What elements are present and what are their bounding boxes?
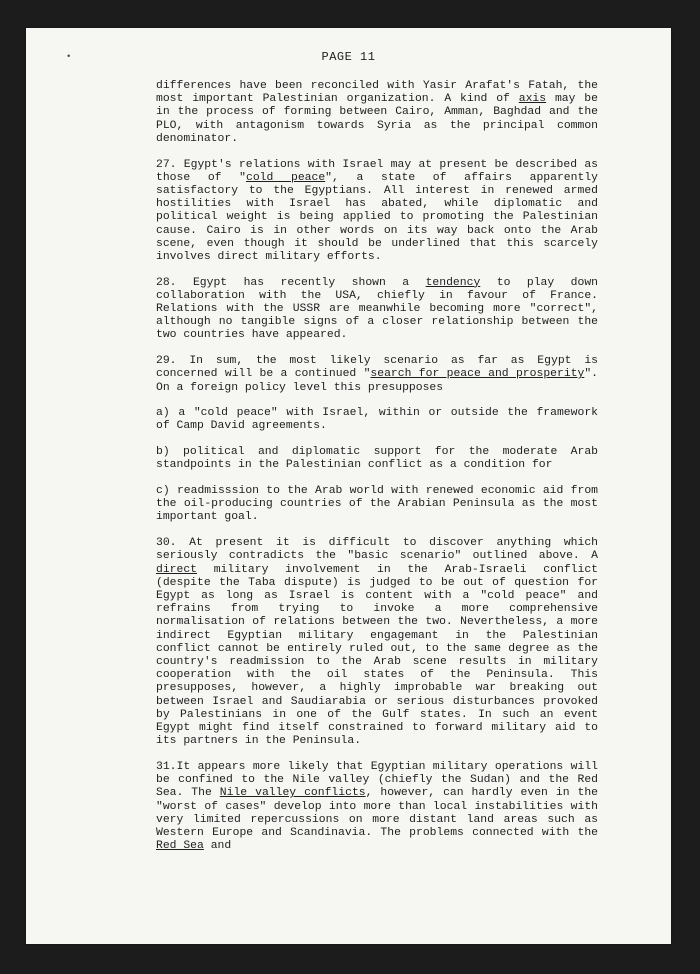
paragraph-text: b) political and diplomatic support for the moderate Arab standpoints in the Palestinian conflict as a condition for: [156, 446, 598, 472]
paragraph-text: military involvement in the Arab-Israeli conflict (despite the Taba dispute) is judged to be out of question for Egypt as long as Israel is content with a "cold peace" and refrains from trying to invoke a more comprehensive normalisation of relations between the two. Nevertheless, a more indirect Egyptian military engagemant in the Palestinian conflict cannot be entirely ruled out, to the same degree as the country's readmission to the Arab scene results in military cooperation with the oil states of the Peninsula. This presupposes, however, a highly improbable war breaking out between Israel and Saudiarabia or serious disturbances provoked by Palestinians in one of the Gulf states. In such an event Egypt might find itself constrained to forward military aid to its partners in the Peninsula.: [156, 563, 598, 748]
paragraph-text: ". On a foreign policy level this presupposes: [156, 368, 599, 394]
paragraph-text: 30. At present it is difficult to discover anything which seriously contradicts the "basic scenario" outlined above. A: [156, 537, 598, 563]
paragraph-text: 27. Egypt's relations with Israel may at present be described as those of ": [156, 158, 598, 184]
paragraph-text: differences have been reconciled with Yasir Arafat's Fatah, the most important Palestinian organization. A kind of: [156, 80, 598, 106]
paragraph-p-29a: [156, 407, 598, 433]
document-body: [156, 80, 598, 866]
underlined-text: tendency: [425, 276, 481, 289]
paragraph-p-31: [156, 761, 598, 853]
underlined-text: Red Sea: [156, 840, 204, 853]
underlined-text: search for peace and prosperity: [370, 368, 585, 381]
underlined-text: Nile valley conflicts: [219, 787, 366, 800]
paragraph-p-29c: [156, 485, 598, 525]
paragraph-text: to play down collaboration with the USA, chiefly in favour of France. Relations with the USSR are meanwhile becoming more "correct", although no tangible signs of a closer relationship between the two countries have appeared.: [156, 276, 598, 342]
underlined-text: cold peace: [246, 171, 326, 184]
paragraph-text: and: [203, 840, 232, 853]
underlined-text: direct: [156, 563, 198, 576]
paragraph-p-30: [156, 537, 598, 748]
stray-mark: •: [66, 52, 72, 62]
paragraph-text: a) a "cold peace" with Israel, within or outside the framework of Camp David agreements.: [156, 407, 598, 433]
paragraph-text: ", a state of affairs apparently satisfactory to the Egyptians. All interest in renewed armed hostilities with Israel has abated, while diplomatic and political weight is being applied to promoting the Palestinian cause. Cairo is in other words on its way back onto the Arab scene, even though it should be underlined that this scarcely involves direct military efforts.: [156, 171, 598, 263]
paragraph-p-28: [156, 277, 598, 343]
paragraph-text: c) readmisssion to the Arab world with renewed economic aid from the oil-producing countries of the Arabian Peninsula as the most important goal.: [156, 485, 598, 524]
paragraph-p-29: [156, 355, 598, 395]
paragraph-text: 29. In sum, the most likely scenario as far as Egypt is concerned will be a continued ": [156, 355, 598, 381]
paragraph-text: 28. Egypt has recently shown a: [156, 276, 426, 289]
paragraph-p-cont: [156, 80, 598, 146]
page-header: PAGE 11: [321, 50, 376, 64]
paragraph-text: , however, can hardly even in the "worst of cases" develop into more than local instabilities with very limited repercussions on more distant land areas such as Western Europe and Scandinavia. The problems connected with the: [156, 787, 599, 839]
paragraph-text: may be in the process of forming between Cairo, Amman, Baghdad and the PLO, with antagonism towards Syria as the principal common denominator.: [156, 93, 598, 145]
paragraph-p-27: [156, 159, 598, 265]
paragraph-text: 31.It appears more likely that Egyptian military operations will be confined to the Nile valley (chiefly the Sudan) and the Red Sea. The: [156, 760, 598, 800]
document-page: [26, 28, 671, 944]
underlined-text: axis: [518, 93, 547, 106]
paragraph-p-29b: [156, 446, 598, 472]
